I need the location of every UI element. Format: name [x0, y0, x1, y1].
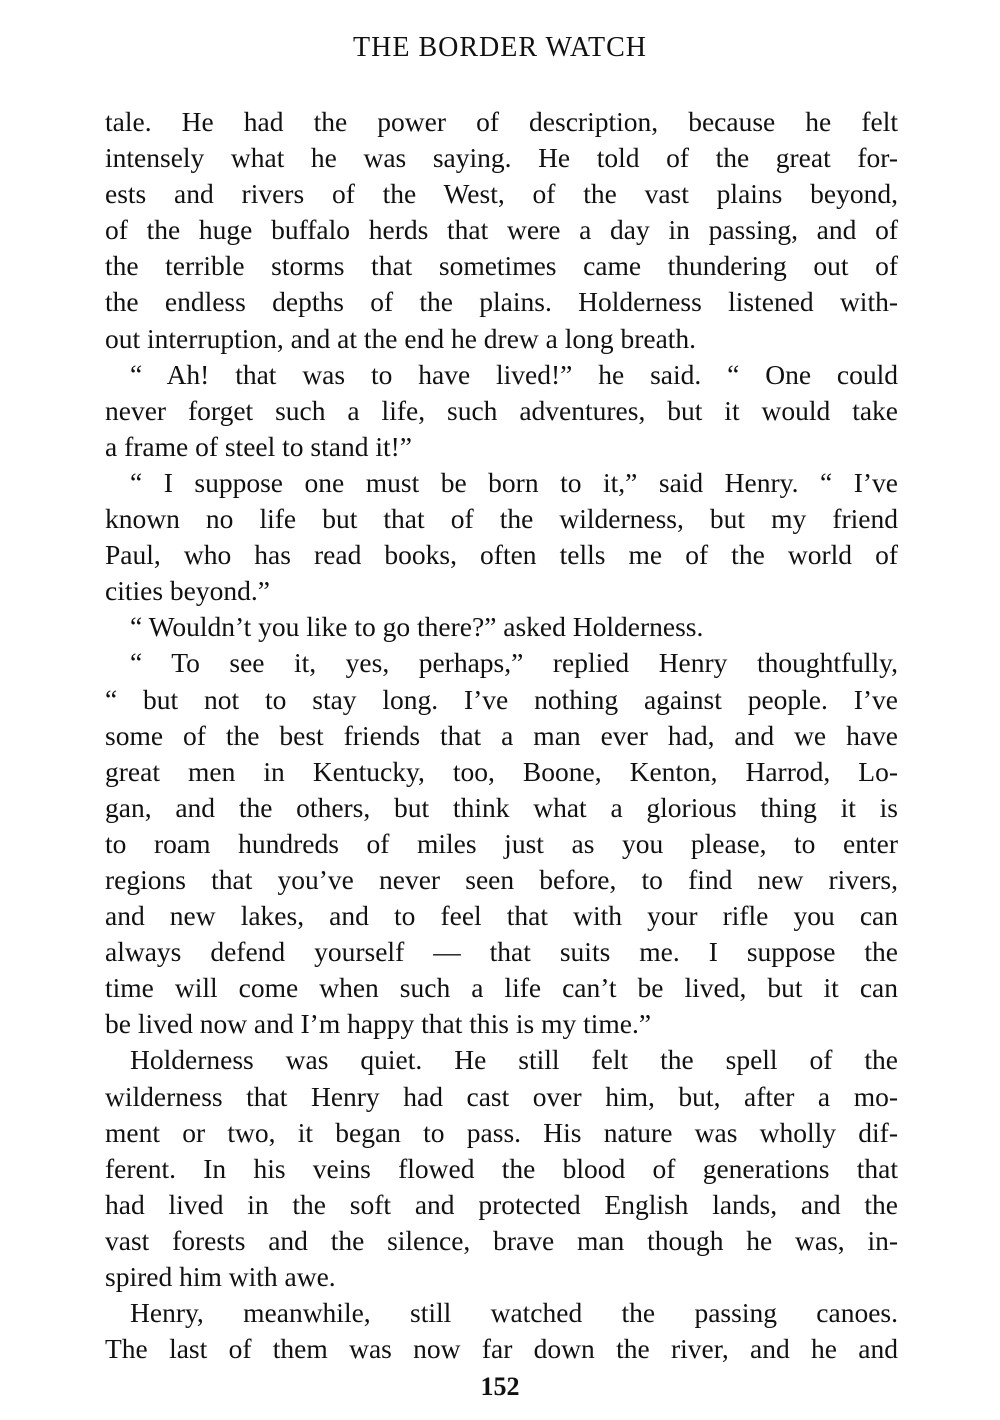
text-line: ment or two, it began to pass. His nature was wholly dif-	[105, 1116, 898, 1148]
text-line: spired him with awe.	[105, 1261, 336, 1292]
text-line: “ Ah! that was to have lived!” he said. “ One could	[130, 358, 898, 390]
text-line: Paul, who has read books, often tells me of the world of	[105, 539, 898, 571]
text-line: intensely what he was saying. He told of the great for-	[105, 142, 898, 174]
text-line: ferent. In his veins flowed the blood of generations that	[105, 1152, 898, 1184]
text-line: “ To see it, yes, perhaps,” replied Henry thoughtfully,	[130, 647, 898, 679]
text-line: cities beyond.”	[105, 575, 270, 607]
text-line: Henry, meanwhile, still watched the passing canoes.	[130, 1297, 898, 1329]
text-line: The last of them was now far down the river, and he and	[105, 1333, 898, 1365]
text-line: of the huge buffalo herds that were a day in passing, and of	[105, 214, 898, 246]
text-line: known no life but that of the wilderness, but my friend	[105, 503, 898, 535]
text-line: wilderness that Henry had cast over him, but, after a mo-	[105, 1080, 898, 1112]
text-line: “ but not to stay long. I’ve nothing against people. I’ve	[105, 683, 898, 715]
text-line: out interruption, and at the end he drew a long breath.	[105, 322, 697, 354]
text-line: great men in Kentucky, too, Boone, Kenton, Harrod, Lo-	[105, 755, 898, 787]
text-line: to roam hundreds of miles just as you please, to enter	[105, 827, 898, 859]
text-line: “ I suppose one must be born to it,” said Henry. “ I’ve	[130, 466, 898, 498]
text-line: time will come when such a life can’t be lived, but it can	[105, 972, 898, 1004]
text-line: vast forests and the silence, brave man though he was, in-	[105, 1224, 898, 1256]
text-line: had lived in the soft and protected English lands, and the	[105, 1188, 898, 1220]
running-header: THE BORDER WATCH	[353, 32, 647, 63]
text-line: always defend yourself — that suits me. I suppose the	[105, 936, 898, 968]
text-line: gan, and the others, but think what a glorious thing it is	[105, 791, 898, 823]
text-line: the endless depths of the plains. Holderness listened with-	[105, 286, 898, 318]
text-line: and new lakes, and to feel that with your rifle you can	[105, 900, 898, 932]
page-number: 152	[480, 1372, 520, 1401]
text-line: Holderness was quiet. He still felt the spell of the	[130, 1044, 898, 1076]
body-text	[105, 104, 898, 1367]
text-line: “ Wouldn’t you like to go there?” asked Holderness.	[130, 611, 704, 643]
text-line: tale. He had the power of description, because he felt	[105, 106, 898, 137]
text-line: never forget such a life, such adventures, but it would take	[105, 394, 898, 426]
text-line: ests and rivers of the West, of the vast plains beyond,	[105, 178, 898, 210]
text-line: be lived now and I’m happy that this is my time.”	[105, 1008, 652, 1040]
text-line: a frame of steel to stand it!”	[105, 430, 412, 462]
text-line: the terrible storms that sometimes came thundering out of	[105, 250, 898, 282]
text-line: some of the best friends that a man ever had, and we have	[105, 719, 898, 751]
text-line: regions that you’ve never seen before, to find new rivers,	[105, 863, 898, 895]
